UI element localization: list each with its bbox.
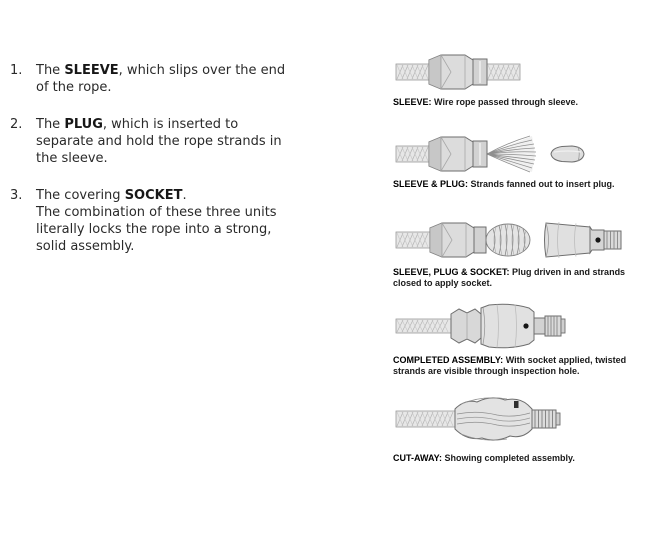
- caption-label: SLEEVE & PLUG:: [393, 179, 469, 189]
- list-item-number: 3.: [10, 188, 23, 203]
- term-plug: PLUG: [64, 117, 103, 132]
- caption-label: COMPLETED ASSEMBLY:: [393, 355, 504, 365]
- completed-assembly-illustration: [393, 300, 568, 352]
- list-item-text: [36, 116, 345, 167]
- figure-caption: [393, 453, 646, 464]
- text-segment: .: [182, 188, 187, 203]
- text-line: The combination of these three units: [36, 205, 277, 220]
- text-segment: The: [36, 63, 65, 78]
- text-segment: The covering: [36, 188, 125, 203]
- instruction-list: [10, 62, 345, 275]
- term-socket: SOCKET: [124, 188, 183, 203]
- caption-text: Plug driven in and strands closed to apply socket.: [393, 267, 626, 288]
- list-item-number: 2.: [10, 117, 23, 132]
- list-item-text: [36, 62, 345, 96]
- figure-cut-away: [393, 388, 648, 464]
- term-sleeve: SLEEVE: [64, 63, 119, 78]
- figure-sleeve-plug: [393, 132, 648, 190]
- text-line: [36, 62, 345, 79]
- caption-text: Showing completed assembly.: [444, 453, 575, 463]
- caption-text: Strands fanned out to insert plug.: [470, 179, 615, 189]
- list-item: [10, 62, 345, 96]
- text-line: [36, 187, 345, 204]
- sleeve-plug-and-socket-illustration: [393, 216, 633, 264]
- caption-text: Wire rope passed through sleeve.: [434, 97, 578, 107]
- list-item: [10, 187, 345, 255]
- text-segment: , which slips over the end: [118, 63, 286, 78]
- text-line: separate and hold the rope strands in: [36, 134, 282, 149]
- list-item-text: [36, 187, 345, 255]
- caption-label: CUT-AWAY:: [393, 453, 443, 463]
- caption-label: SLEEVE, PLUG & SOCKET:: [393, 267, 510, 277]
- text-line: the sleeve.: [36, 151, 108, 166]
- caption-label: SLEEVE:: [393, 97, 432, 107]
- figure-sleeve: [393, 52, 648, 108]
- cut-away-assembly-illustration: [393, 388, 563, 450]
- text-segment: The: [36, 117, 65, 132]
- text-line: solid assembly.: [36, 239, 135, 254]
- text-line: [36, 116, 345, 133]
- figure-caption: [393, 179, 646, 190]
- figure-caption: [393, 97, 646, 108]
- wire-rope-with-sleeve-illustration: [393, 52, 528, 94]
- figure-caption: [393, 355, 646, 376]
- list-item-number: 1.: [10, 63, 23, 78]
- figure-sleeve-plug-socket: [393, 216, 648, 288]
- text-line: of the rope.: [36, 80, 112, 95]
- list-item: [10, 116, 345, 167]
- sleeve-with-fanned-strands-and-plug-illustration: [393, 132, 588, 176]
- figure-caption: [393, 267, 646, 288]
- figure-completed-assembly: [393, 300, 648, 376]
- caption-text: With socket applied, twisted strands are visible through inspection hole.: [393, 355, 627, 376]
- text-segment: , which is inserted to: [102, 117, 239, 132]
- text-line: literally locks the rope into a strong,: [36, 222, 272, 237]
